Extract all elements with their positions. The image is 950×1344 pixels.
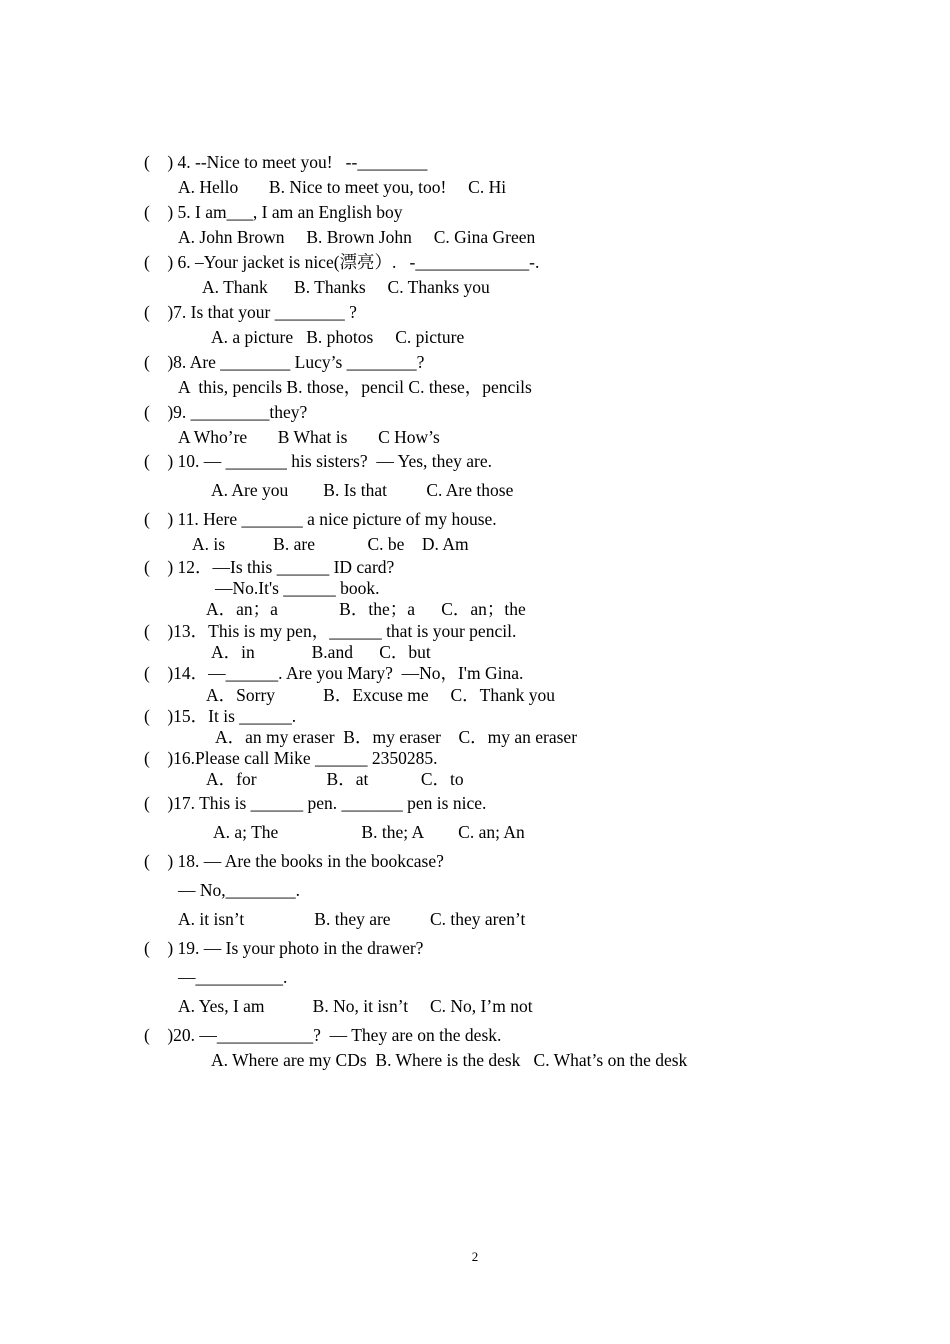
options-18: A. it isn’t B. they are C. they aren’t [178,909,526,929]
question-16: ( )16.Please call Mike ______ 2350285. [144,748,438,768]
options-14: A．Sorry B．Excuse me C．Thank you [206,685,555,705]
options-15: A．an my eraser B．my eraser C．my an eraser [215,727,578,747]
question-19-line2: —__________. [178,967,288,987]
options-10: A. Are you B. Is that C. Are those [211,480,514,500]
options-16: A．for B．at C．to [206,769,464,789]
question-18-line2: — No,________. [178,880,301,900]
question-17: ( )17. This is ______ pen. _______ pen is nice. [144,793,487,813]
options-9: A Who’re B What is C How’s [178,427,440,447]
options-17: A. a; The B. the; A C. an; An [213,822,525,842]
options-5: A. John Brown B. Brown John C. Gina Green [178,227,536,247]
question-4: ( ) 4. --Nice to meet you! --________ [144,152,428,172]
options-6: A. Thank B. Thanks C. Thanks you [202,277,490,297]
options-13: A．in B.and C．but [211,642,431,662]
question-9: ( )9. _________they? [144,402,308,422]
question-10: ( ) 10. — _______ his sisters? — Yes, they are. [144,451,493,471]
options-11: A. is B. are C. be D. Am [192,534,469,554]
options-20: A. Where are my CDs B. Where is the desk C. What’s on the desk [211,1050,688,1070]
question-14: ( )14．—______. Are you Mary? —No，I'm Gina. [144,663,524,683]
page-number: 2 [471,1249,479,1264]
question-12: ( ) 12．—Is this ______ ID card? [144,557,395,577]
question-18: ( ) 18. — Are the books in the bookcase? [144,851,444,871]
question-12-line2: —No.It's ______ book. [215,578,380,598]
question-15: ( )15．It is ______. [144,706,297,726]
question-11: ( ) 11. Here _______ a nice picture of my house. [144,509,497,529]
options-8: A this, pencils B. those，pencil C. these，pencils [178,377,532,397]
options-12: A．an；a B．the；a C．an；the [206,599,526,619]
question-6: ( ) 6. –Your jacket is nice(漂亮）. -_____________-. [144,252,540,272]
question-7: ( )7. Is that your ________ ? [144,302,357,322]
question-19: ( ) 19. — Is your photo in the drawer? [144,938,424,958]
question-8: ( )8. Are ________ Lucy’s ________? [144,352,425,372]
options-19: A. Yes, I am B. No, it isn’t C. No, I’m not [178,996,533,1016]
options-4: A. Hello B. Nice to meet you, too! C. Hi [178,177,507,197]
question-20: ( )20. —___________? — They are on the desk. [144,1025,502,1045]
question-5: ( ) 5. I am___, I am an English boy [144,202,403,222]
question-13: ( )13．This is my pen，______ that is your pencil. [144,621,517,641]
options-7: A. a picture B. photos C. picture [211,327,465,347]
